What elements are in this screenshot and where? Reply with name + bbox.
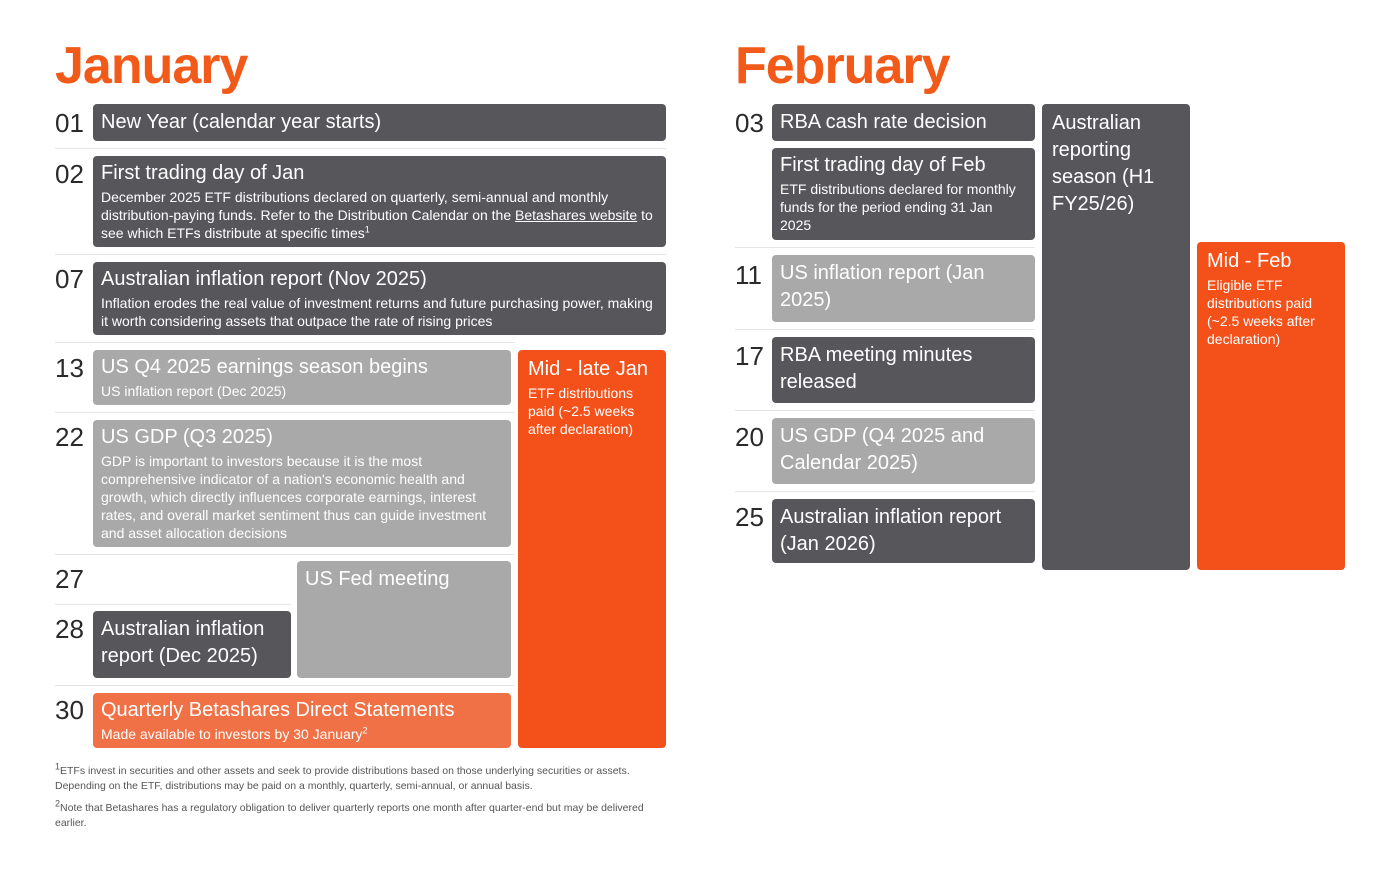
footnote-1-marker: 1 [55,761,61,772]
day-13: 13 [55,353,84,383]
event-mid-feb-title: Mid - Feb [1207,250,1292,272]
first-trading-jan-text-b: to see which ETFs distribute at specific times [101,207,653,241]
day-02: 02 [55,159,84,189]
january-title: January [55,37,248,95]
event-first-trading-jan [93,156,666,247]
footnote-2-text: Note that Betashares has a regulatory obligation to deliver quarterly reports one month after quarter-end but may be delivered earlier. [55,802,644,829]
event-mid-late-jan [518,350,666,748]
row-divider [55,148,666,149]
event-statements-title: Quarterly Betashares Direct Statements [101,699,455,721]
event-reporting-season-title: Australian reporting season (H1 FY25/26) [1052,112,1155,215]
event-first-trading-jan-text [101,188,658,242]
day-30: 30 [55,695,84,725]
event-rba-minutes-title: RBA meeting minutes released [780,344,973,393]
footnote-2 [55,798,675,831]
event-us-gdp-q4 [772,418,1035,484]
first-trading-jan-text-a: December 2025 ETF distributions declared on quarterly, semi-annual and monthly distribution-paying funds. Refer to the Distribution Calendar on the [101,189,609,223]
event-inflation-dec-title: Australian inflation report (Dec 2025) [101,618,265,667]
event-inflation-dec [93,611,291,678]
row-divider [55,254,666,255]
event-rba-title: RBA cash rate decision [780,111,987,133]
day-22: 22 [55,422,84,452]
event-earnings-sub: US inflation report (Dec 2025) [101,383,287,399]
footnote-2-marker: 2 [55,798,61,809]
event-first-trading-feb-title: First trading day of Feb [780,154,986,176]
day-27: 27 [55,564,84,594]
row-divider [735,247,1035,248]
day-28: 28 [55,614,84,644]
event-first-trading-jan-title: First trading day of Jan [101,162,305,184]
betashares-website-link[interactable]: Betashares website [515,207,638,223]
event-direct-statements [93,693,511,748]
event-mid-late-jan-title: Mid - late Jan [528,358,649,380]
day-20: 20 [735,422,764,452]
row-divider [55,412,515,413]
event-us-gdp-q3-text: GDP is important to investors because it is the most comprehensive indicator of a nation's economic health and growth, which directly influences corporate earnings, interest rates, and overall market sentiment thus can guide investment and asset allocation decisions [101,453,487,541]
statements-sub-text: Made available to investors by 30 January [101,726,363,742]
footnote-ref-2: 2 [362,725,368,736]
row-divider [55,604,291,605]
event-reporting-season [1042,104,1190,570]
event-rba-cash-rate [772,104,1035,141]
event-mid-feb-text: Eligible ETF distributions paid (~2.5 weeks after declaration) [1207,277,1315,347]
event-us-gdp-q3-title: US GDP (Q3 2025) [101,426,273,448]
event-us-inflation-title: US inflation report (Jan 2025) [780,262,985,311]
event-us-inflation-jan [772,255,1035,322]
event-new-year-title: New Year (calendar year starts) [101,111,382,133]
day-03: 03 [735,108,764,138]
event-us-gdp-q3 [93,420,511,547]
event-us-fed-meeting [297,561,511,678]
event-new-year [93,104,666,141]
event-inflation-nov-title: Australian inflation report (Nov 2025) [101,268,427,290]
day-01: 01 [55,108,84,138]
row-divider [55,554,515,555]
day-11: 11 [735,260,762,290]
event-aus-inflation-title: Australian inflation report (Jan 2026) [780,506,1002,555]
event-us-gdp-q4-title: US GDP (Q4 2025 and Calendar 2025) [780,425,985,474]
footnote-ref-1: 1 [364,224,370,235]
february-title: February [735,37,950,95]
event-earnings-season [93,350,511,405]
event-rba-minutes [772,337,1035,403]
day-07: 07 [55,264,84,294]
event-inflation-nov [93,262,666,335]
row-divider [735,329,1035,330]
footnote-1 [55,761,675,794]
event-inflation-nov-text: Inflation erodes the real value of investment returns and future purchasing power, making it worth considering assets that outpace the rate of rising prices [101,295,653,329]
event-first-trading-feb [772,148,1035,240]
event-mid-late-jan-text: ETF distributions paid (~2.5 weeks after declaration) [528,385,635,437]
row-divider [735,491,1035,492]
event-aus-inflation-jan [772,499,1035,563]
day-25: 25 [735,502,764,532]
event-first-trading-feb-text: ETF distributions declared for monthly funds for the period ending 31 Jan 2025 [780,181,1016,233]
day-17: 17 [735,341,764,371]
row-divider [735,410,1035,411]
event-earnings-title: US Q4 2025 earnings season begins [101,356,428,378]
row-divider [55,685,515,686]
event-us-fed-title: US Fed meeting [305,568,450,590]
row-divider [55,342,515,343]
event-mid-feb [1197,242,1345,570]
footnote-1-text: ETFs invest in securities and other assets and seek to provide distributions based on those underlying securities or assets. Depending on the ETF, distributions may be paid on a monthly, quarterly, semi-annual, or annual basis. [55,765,630,792]
event-statements-sub [101,725,503,743]
